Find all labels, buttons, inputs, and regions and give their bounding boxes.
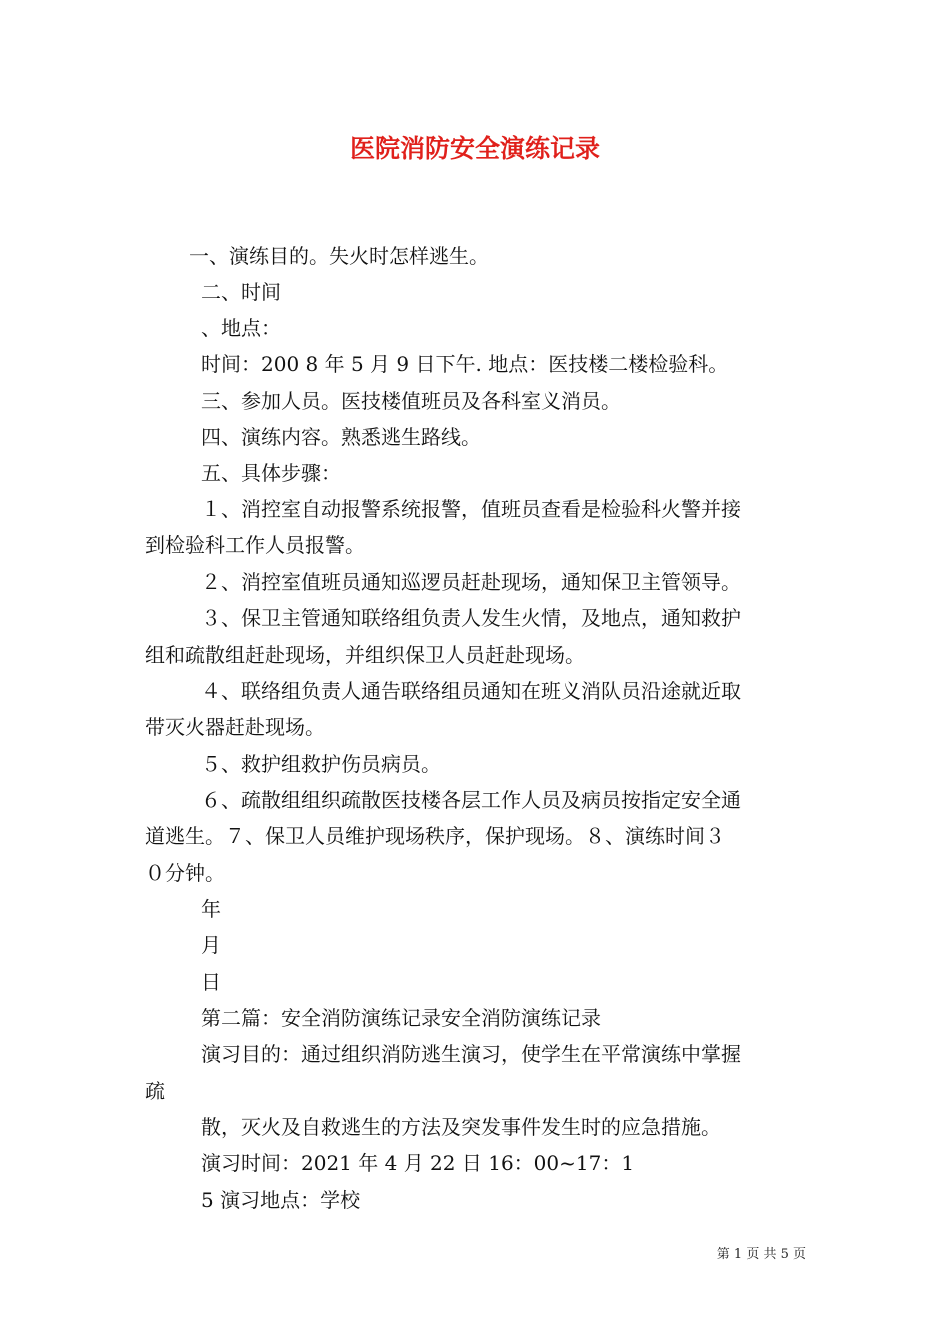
- text-line: 5 演习地点：学校: [201, 1188, 361, 1212]
- text-line: ３、保卫主管通知联络组负责人发生火情，及地点，通知救护: [201, 606, 741, 630]
- text-line: 演习时间：2021 年 4 月 22 日 16：00~17：1: [201, 1151, 635, 1175]
- text-line: 日: [201, 970, 221, 994]
- text-line: １、消控室自动报警系统报警，值班员查看是检验科火警并接: [201, 497, 741, 521]
- text-line: 、地点：: [201, 316, 281, 340]
- text-line: 散，灭火及自救逃生的方法及突发事件发生时的应急措施。: [201, 1115, 721, 1139]
- text-line: 月: [201, 933, 221, 957]
- text-line: 带灭火器赶赴现场。: [145, 715, 325, 739]
- text-line: ２、消控室值班员通知巡逻员赶赴现场，通知保卫主管领导。: [201, 570, 741, 594]
- text-line: 二、时间: [201, 280, 281, 304]
- text-line: 三、参加人员。医技楼值班员及各科室义消员。: [201, 389, 621, 413]
- text-line: ５、救护组救护伤员病员。: [201, 752, 441, 776]
- text-line: ６、疏散组组织疏散医技楼各层工作人员及病员按指定安全通: [201, 788, 741, 812]
- document-title: 医院消防安全演练记录: [349, 134, 600, 163]
- text-line: 到检验科工作人员报警。: [145, 533, 365, 557]
- text-line: ４、联络组负责人通告联络组员通知在班义消队员沿途就近取: [201, 679, 741, 703]
- text-line: 四、演练内容。熟悉逃生路线。: [201, 425, 481, 449]
- page-number-footer: 第 1 页 共 5 页: [716, 1247, 806, 1262]
- text-line: 年: [201, 897, 221, 921]
- text-line: 时间：200 8 年 5 月 9 日下午. 地点：医技楼二楼检验科。: [201, 352, 729, 376]
- text-line: 演习目的：通过组织消防逃生演习，使学生在平常演练中掌握: [201, 1042, 741, 1066]
- text-line: 一、演练目的。失火时怎样逃生。: [189, 244, 489, 268]
- text-line: ０分钟。: [145, 861, 225, 885]
- text-line: 五、具体步骤：: [201, 461, 341, 485]
- text-line: 组和疏散组赶赴现场，并组织保卫人员赶赴现场。: [145, 643, 585, 667]
- text-line: 道逃生。７、保卫人员维护现场秩序，保护现场。８、演练时间３: [145, 824, 725, 848]
- text-line: 疏: [145, 1079, 165, 1103]
- text-line: 第二篇：安全消防演练记录安全消防演练记录: [201, 1006, 601, 1030]
